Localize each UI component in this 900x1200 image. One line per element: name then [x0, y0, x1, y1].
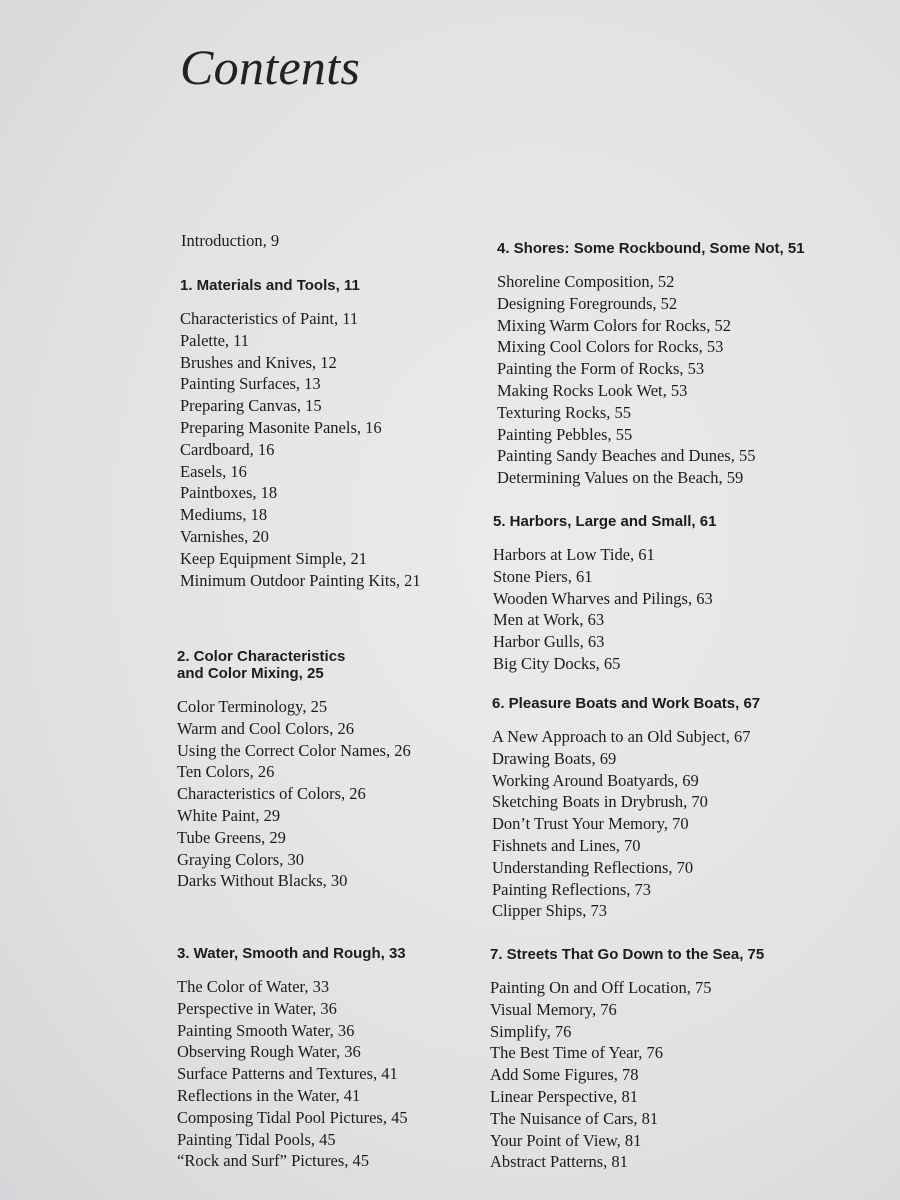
- toc-entry: Reflections in the Water, 41: [177, 1085, 361, 1105]
- toc-entry: A New Approach to an Old Subject, 67: [492, 727, 751, 746]
- section-heading: [497, 240, 877, 257]
- section-heading-line: 7. Streets That Go Down to the Sea, 75: [490, 946, 765, 963]
- toc-entry: The Color of Water, 33: [177, 977, 330, 996]
- toc-entry: Palette, 11: [180, 330, 250, 350]
- toc-section-5: [493, 513, 873, 675]
- toc-entry: Graying Colors, 30: [177, 849, 304, 869]
- toc-entry: Surface Patterns and Textures, 41: [177, 1064, 398, 1084]
- toc-entry: Composing Tidal Pool Pictures, 45: [177, 1107, 408, 1127]
- toc-entry: Your Point of View, 81: [490, 1130, 642, 1150]
- toc-entry: Brushes and Knives, 12: [180, 352, 337, 372]
- toc-entry: Painting Pebbles, 55: [497, 424, 633, 444]
- toc-entry: Painting the Form of Rocks, 53: [497, 359, 705, 379]
- section-heading: [493, 513, 873, 530]
- toc-entry: Men at Work, 63: [493, 610, 605, 630]
- toc-entry: Mediums, 18: [180, 505, 268, 525]
- toc-section-4: [497, 240, 877, 489]
- toc-entry: Painting On and Off Location, 75: [490, 978, 712, 997]
- toc-entry: Preparing Masonite Panels, 16: [180, 417, 382, 437]
- toc-entry: Painting Smooth Water, 36: [177, 1020, 355, 1040]
- toc-entry: White Paint, 29: [177, 805, 281, 825]
- toc-section-1: [180, 277, 480, 591]
- section-heading-line: 3. Water, Smooth and Rough, 33: [177, 945, 406, 962]
- toc-entry: Characteristics of Colors, 26: [177, 784, 366, 804]
- section-heading: [177, 945, 477, 962]
- section-heading-line: 4. Shores: Some Rockbound, Some Not, 51: [497, 240, 805, 257]
- toc-entry: Warm and Cool Colors, 26: [177, 718, 354, 738]
- toc-entry: Keep Equipment Simple, 21: [180, 548, 367, 568]
- toc-entry: Making Rocks Look Wet, 53: [497, 380, 688, 400]
- toc-entry: Big City Docks, 65: [493, 653, 621, 673]
- toc-entry: The Best Time of Year, 76: [490, 1043, 664, 1063]
- section-heading-line: and Color Mixing, 25: [177, 665, 324, 682]
- toc-entry: Shoreline Composition, 52: [497, 272, 675, 291]
- toc-entry: Tube Greens, 29: [177, 827, 286, 847]
- toc-entry: Wooden Wharves and Pilings, 63: [493, 588, 713, 608]
- toc-entry: Linear Perspective, 81: [490, 1086, 638, 1106]
- toc-entry: Fishnets and Lines, 70: [492, 835, 641, 855]
- toc-entry: Easels, 16: [180, 461, 247, 481]
- toc-entry: Harbors at Low Tide, 61: [493, 545, 655, 564]
- toc-entry: Characteristics of Paint, 11: [180, 309, 359, 328]
- section-heading: [177, 648, 477, 682]
- toc-entry: Understanding Reflections, 70: [492, 857, 694, 877]
- toc-entry: “Rock and Surf” Pictures, 45: [177, 1151, 369, 1171]
- toc-introduction: Introduction, 9: [181, 231, 280, 250]
- toc-entry: Darks Without Blacks, 30: [177, 871, 348, 891]
- toc-entry: Minimum Outdoor Painting Kits, 21: [180, 570, 421, 590]
- page-title: Contents: [180, 39, 361, 95]
- toc-entry: Painting Sandy Beaches and Dunes, 55: [497, 446, 756, 466]
- toc-entry: Varnishes, 20: [180, 526, 269, 546]
- section-heading: [492, 695, 872, 712]
- toc-entry: Drawing Boats, 69: [492, 748, 617, 768]
- toc-entry: Using the Correct Color Names, 26: [177, 740, 411, 760]
- toc-entry: Simplify, 76: [490, 1021, 572, 1041]
- section-heading: [180, 277, 480, 294]
- section-heading-line: 1. Materials and Tools, 11: [180, 277, 360, 294]
- toc-entry: The Nuisance of Cars, 81: [490, 1108, 659, 1128]
- toc-section-6: [492, 695, 872, 922]
- toc-entry: Ten Colors, 26: [177, 762, 275, 782]
- toc-entry: Abstract Patterns, 81: [490, 1152, 628, 1172]
- toc-entry: Add Some Figures, 78: [490, 1065, 639, 1085]
- toc-section-2: [177, 648, 477, 892]
- toc-entry: Clipper Ships, 73: [492, 901, 608, 921]
- toc-entry: Visual Memory, 76: [490, 999, 617, 1019]
- toc-entry: Paintboxes, 18: [180, 483, 278, 503]
- toc-entry: Stone Piers, 61: [493, 566, 593, 586]
- toc-entry: Painting Surfaces, 13: [180, 374, 321, 394]
- toc-entry: Mixing Cool Colors for Rocks, 53: [497, 337, 724, 357]
- toc-entry: Texturing Rocks, 55: [497, 402, 632, 422]
- section-heading: [490, 946, 870, 963]
- section-heading-line: 2. Color Characteristics: [177, 648, 346, 665]
- toc-entry: Sketching Boats in Drybrush, 70: [492, 792, 708, 812]
- toc-entry: Perspective in Water, 36: [177, 998, 337, 1018]
- section-heading-line: 6. Pleasure Boats and Work Boats, 67: [492, 695, 761, 712]
- toc-entry: Preparing Canvas, 15: [180, 396, 322, 416]
- toc-entry: Painting Tidal Pools, 45: [177, 1129, 336, 1149]
- toc-entry: Don’t Trust Your Memory, 70: [492, 814, 689, 834]
- toc-section-7: [490, 946, 870, 1173]
- toc-entry: Observing Rough Water, 36: [177, 1042, 361, 1062]
- toc-entry: Working Around Boatyards, 69: [492, 770, 699, 790]
- section-heading-line: 5. Harbors, Large and Small, 61: [493, 513, 717, 530]
- toc-entry: Harbor Gulls, 63: [493, 632, 605, 652]
- toc-entry: Painting Reflections, 73: [492, 879, 652, 899]
- toc-entry: Color Terminology, 25: [177, 697, 328, 716]
- toc-entry: Designing Foregrounds, 52: [497, 293, 678, 313]
- toc-entry: Mixing Warm Colors for Rocks, 52: [497, 315, 731, 335]
- toc-entry: Cardboard, 16: [180, 439, 275, 459]
- toc-entry: Determining Values on the Beach, 59: [497, 468, 744, 488]
- toc-section-3: [177, 945, 477, 1172]
